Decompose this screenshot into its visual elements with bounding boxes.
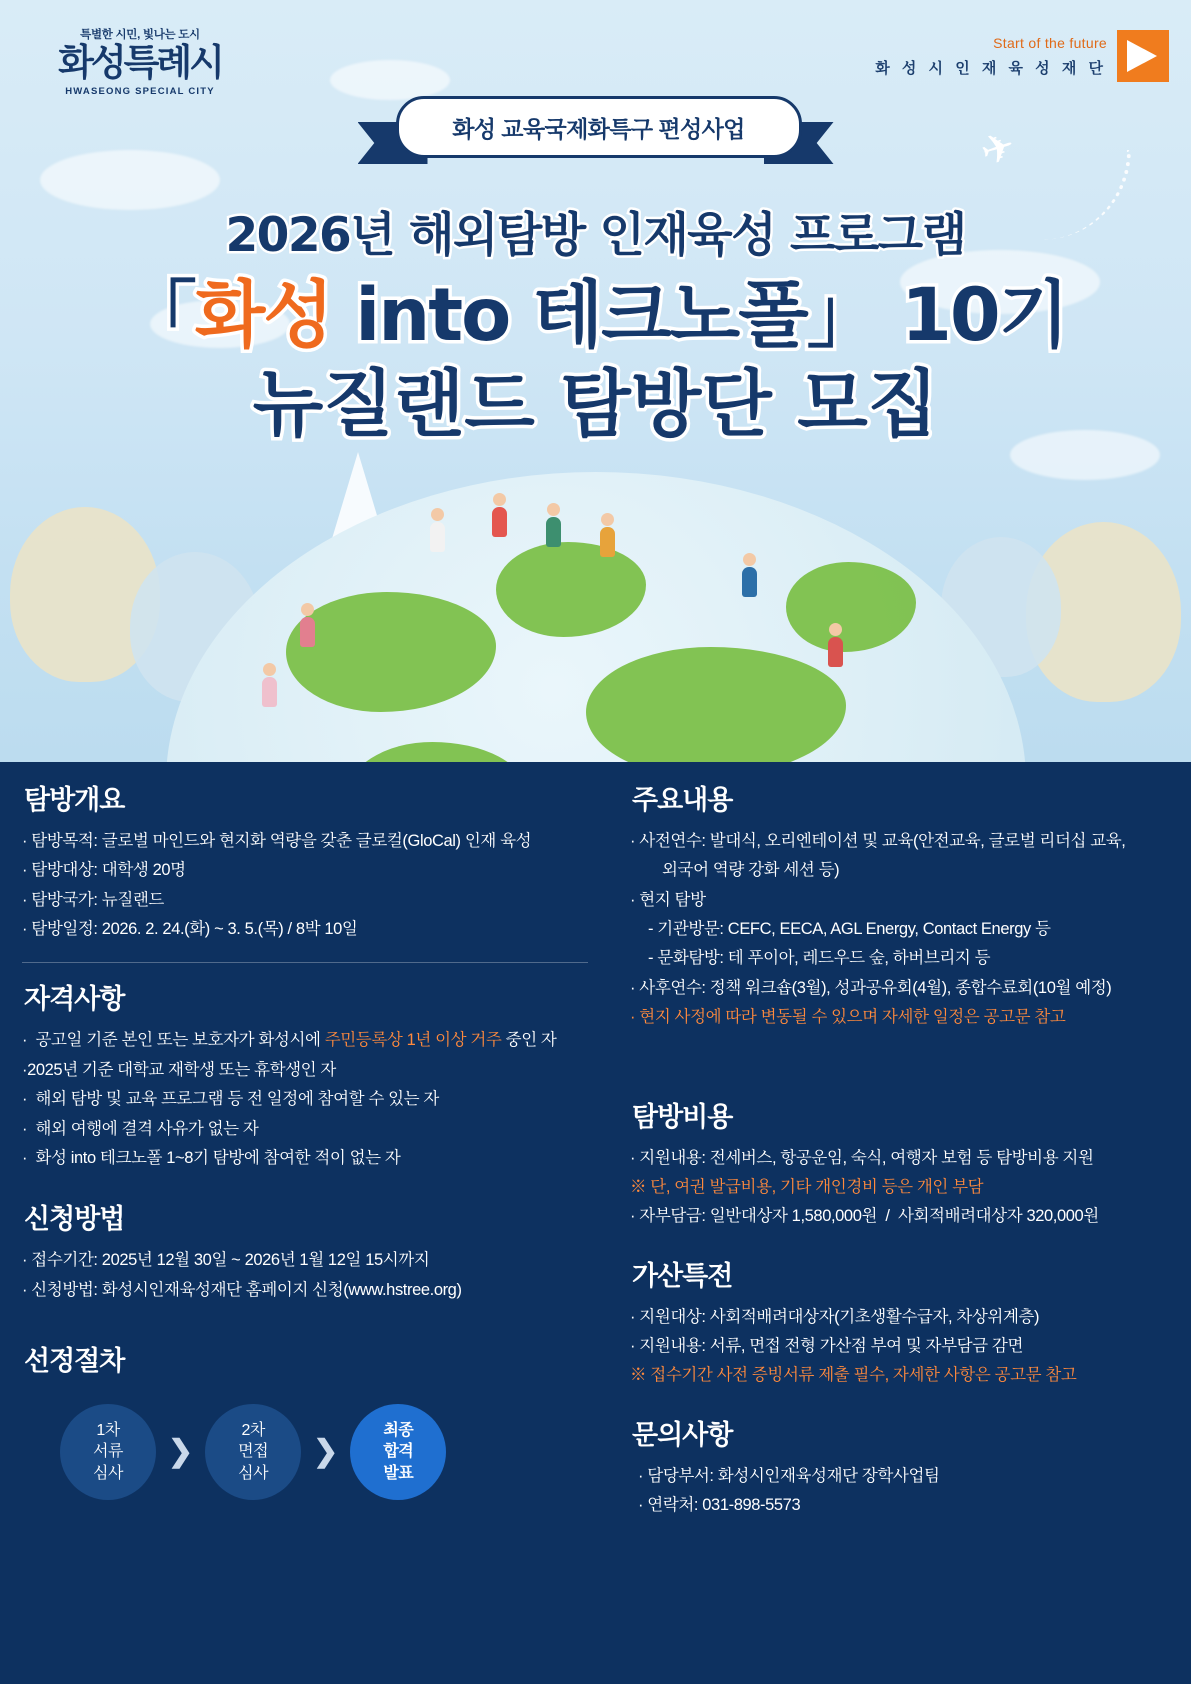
person-illustration	[262, 663, 277, 707]
process-step-3-line-3: 발표	[383, 1464, 414, 1482]
process-step-2	[205, 1404, 301, 1500]
qualification-item-pre: · 공고일 기준 본인 또는 보호자가 화성시에	[22, 1031, 325, 1050]
land-shape	[786, 562, 916, 652]
cost-title	[630, 1095, 734, 1135]
hero-section	[0, 0, 1191, 762]
process-step-1	[60, 1404, 156, 1500]
contents-item: · 현지 탐방	[630, 890, 706, 909]
contents-item: · 사후연수: 정책 워크숍(3월), 성과공유회(4월), 종합수료회(10월 예정)	[630, 978, 1112, 997]
info-section	[0, 762, 1191, 1684]
contents-item: - 문화탐방: 테 푸이아, 레드우드 숲, 하버브리지 등	[648, 949, 991, 968]
person-illustration	[828, 623, 843, 667]
hwaseong-city-logo	[30, 26, 250, 97]
contents-title	[630, 778, 734, 818]
overview-title	[22, 778, 126, 818]
process-step-1-line-1: 1차	[96, 1422, 120, 1440]
right-column	[630, 778, 1175, 1538]
foundation-tagline: Start of the future	[993, 34, 1107, 51]
cloud-shape	[330, 60, 450, 100]
overview-title-text: 탐방개요	[24, 785, 125, 816]
apply-item: · 접수기간: 2025년 12월 30일 ~ 2026년 1월 12일 15시까지	[22, 1251, 430, 1270]
overview-block	[22, 778, 612, 944]
city-logo-slogan: 특별한 시민, 빛나는 도시	[80, 29, 200, 41]
contact-title	[630, 1413, 734, 1453]
process-step-1-line-3: 심사	[93, 1464, 123, 1482]
qualification-item: · 해외 탐방 및 교육 프로그램 등 전 일정에 참여할 수 있는 자	[22, 1090, 439, 1109]
apply-title	[22, 1197, 126, 1237]
process-step-3-line-2: 합격	[383, 1443, 414, 1461]
process-title-text: 선정절차	[24, 1345, 125, 1377]
overview-item: · 탐방일정: 2026. 2. 24.(화) ~ 3. 5.(목) / 8박 10일	[22, 920, 358, 939]
headline-line-2-pre: 「	[123, 273, 195, 358]
contents-note: · 현지 사정에 따라 변동될 수 있으며 자세한 일정은 공고문 참고	[630, 1008, 1066, 1027]
person-illustration	[600, 513, 615, 557]
process-step-2-line-3: 심사	[238, 1464, 269, 1482]
land-shape	[586, 647, 846, 762]
earth-illustration	[166, 472, 1026, 762]
qualification-item: · 해외 여행에 결격 사유가 없는 자	[22, 1119, 259, 1138]
city-logo-english: HWASEONG SPECIAL CITY	[65, 85, 215, 97]
bonus-title	[630, 1254, 734, 1294]
land-shape	[346, 742, 526, 762]
process-step-3-line-1: 최종	[383, 1422, 414, 1440]
city-logo-mark: 화성특례시	[58, 41, 222, 84]
process-steps	[22, 1404, 612, 1500]
contact-item: · 담당부서: 화성시인재육성재단 장학사업팀	[638, 1466, 940, 1485]
headline-line-2	[0, 271, 1191, 360]
contact-title-text: 문의사항	[632, 1419, 733, 1451]
section-divider	[22, 962, 588, 963]
contents-item: 외국어 역량 강화 세션 등)	[662, 861, 840, 880]
bonus-item: · 지원대상: 사회적배려대상자(기초생활수급자, 차상위계층)	[630, 1307, 1040, 1326]
apply-title-text: 신청방법	[24, 1204, 125, 1236]
land-shape	[286, 592, 496, 712]
apply-item: · 신청방법: 화성시인재육성재단 홈페이지 신청(www.hstree.org)	[22, 1280, 462, 1299]
cost-block	[630, 1095, 1175, 1232]
person-illustration	[742, 553, 757, 597]
headline-line-1: 2026년 해외탐방 인재육성 프로그램	[225, 208, 966, 263]
cost-title-text: 탐방비용	[632, 1101, 733, 1133]
foundation-name: 화 성 시 인 재 육 성 재 단	[875, 59, 1107, 77]
process-step-2-line-2: 면접	[238, 1443, 269, 1461]
qualification-title-text: 자격사항	[24, 984, 125, 1016]
contents-item: - 기관방문: CEFC, EECA, AGL Energy, Contact Energy 등	[648, 920, 1051, 939]
contents-block	[630, 778, 1175, 1033]
qualification-item: ·2025년 기준 대학교 재학생 또는 휴학생인 자	[22, 1060, 336, 1079]
process-title	[22, 1339, 126, 1379]
foundation-logo	[875, 30, 1169, 82]
overview-item: · 탐방국가: 뉴질랜드	[22, 890, 164, 909]
headline-line-3: 뉴질랜드 탐방단 모집	[252, 362, 939, 448]
qualification-item: · 화성 into 테크노폴 1~8기 탐방에 참여한 적이 없는 자	[22, 1148, 401, 1167]
process-block	[22, 1339, 612, 1500]
contact-block	[630, 1413, 1175, 1521]
contents-title-text: 주요내용	[632, 785, 733, 816]
contents-item: · 사전연수: 발대식, 오리엔테이션 및 교육(안전교육, 글로벌 리더십 교육,	[630, 832, 1126, 850]
ribbon-band	[396, 96, 802, 158]
ribbon-text: 화성 교육국제화특구 편성사업	[452, 115, 745, 142]
qualification-item-post: 중인 자	[501, 1031, 557, 1050]
foundation-mark-icon	[1117, 30, 1169, 82]
headline-block	[0, 198, 1191, 449]
left-column	[22, 778, 612, 1518]
chevron-right-icon: ❯	[313, 1435, 339, 1469]
person-illustration	[546, 503, 561, 547]
cost-item: · 지원내용: 전세버스, 항공운임, 숙식, 여행자 보험 등 탐방비용 지원	[630, 1148, 1094, 1167]
ribbon-banner	[356, 96, 836, 168]
apply-block	[22, 1197, 612, 1305]
qualification-block	[22, 977, 612, 1173]
qualification-item-highlight: 주민등록상 1년 이상 거주	[324, 1031, 502, 1050]
person-illustration	[492, 493, 507, 537]
process-step-2-line-1: 2차	[241, 1422, 265, 1440]
qualification-item	[22, 1026, 612, 1055]
chevron-right-icon: ❯	[168, 1435, 194, 1469]
contact-item: · 연락처: 031-898-5573	[638, 1496, 801, 1515]
bonus-note: ※ 접수기간 사전 증빙서류 제출 필수, 자세한 사항은 공고문 참고	[630, 1366, 1077, 1385]
qualification-title	[22, 977, 126, 1017]
cost-item: · 자부담금: 일반대상자 1,580,000원 / 사회적배려대상자 320,000원	[630, 1207, 1099, 1226]
overview-item: · 탐방대상: 대학생 20명	[22, 861, 186, 880]
headline-line-2-post: into 테크노폴」 10기	[331, 273, 1068, 358]
headline-line-2-highlight: 화성	[194, 273, 332, 358]
bonus-item: · 지원내용: 서류, 면접 전형 가산점 부여 및 자부담금 감면	[630, 1336, 1023, 1355]
bonus-title-text: 가산특전	[632, 1260, 733, 1292]
airplane-icon: ✈	[975, 123, 1021, 176]
cost-note: ※ 단, 여권 발급비용, 기타 개인경비 등은 개인 부담	[630, 1177, 984, 1196]
land-shape	[496, 542, 646, 637]
process-step-3	[350, 1404, 446, 1500]
person-illustration	[430, 508, 445, 552]
process-step-1-line-2: 서류	[93, 1443, 123, 1461]
bonus-block	[630, 1254, 1175, 1391]
person-illustration	[300, 603, 315, 647]
overview-item: · 탐방목적: 글로벌 마인드와 현지화 역량을 갖춘 글로컬(GloCal) 인재 육성	[22, 832, 532, 850]
